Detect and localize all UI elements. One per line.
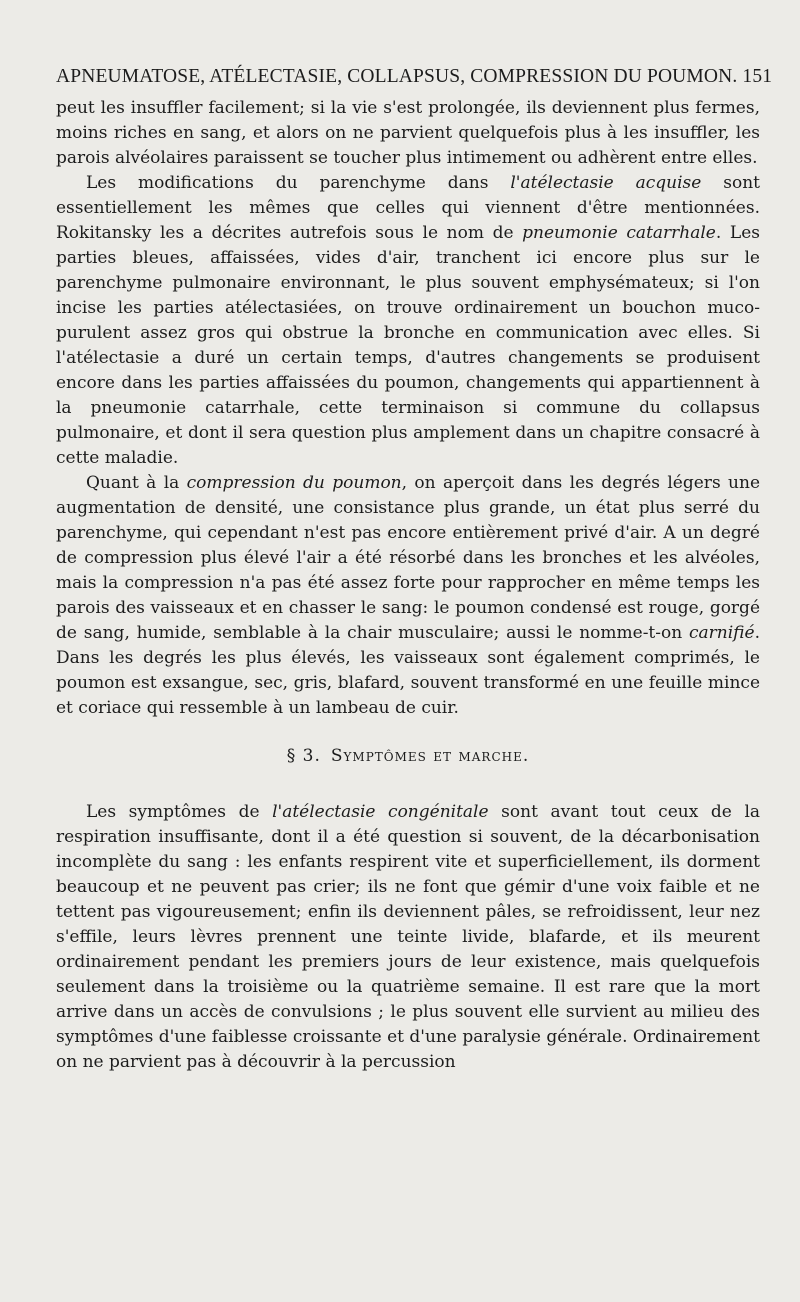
body-text xyxy=(56,96,760,1075)
text-run: . Dans les degrés les plus élevés, les vaisseaux sont également comprimés, le poumon est exsangue, sec, gris, blafard, souvent transformé en une feuille mince et coriace qui ressemble à un lambeau de cuir. xyxy=(56,623,760,718)
text-run: sont avant tout ceux de la respiration insuffisante, dont il a été question si souvent, de la décarbonisation incomplète du sang : les enfants respirent vite et superficiellement, ils dorment beaucoup et ne peuvent pas crier; ils ne font que gémir d'une voix faible et ne tettent pas vigoureusement; enfin ils deviennent pâles, se refroidissent, leur nez s'effile, leurs lèvres prennent une teinte livide, blafarde, et ils meurent ordinairement pendant les premiers jours de leur existence, mais quelquefois seulement dans la troisième ou la quatrième semaine. Il est rare que la mort arrive dans un accès de convulsions ; le plus souvent elle survient au milieu des symptômes d'une faiblesse croissante et d'une paralysie générale. Ordinairement on ne parvient pas à découvrir à la percussion xyxy=(56,802,761,1072)
text-run: Quant à la xyxy=(86,473,187,493)
italic-term: pneumonie catarrhale xyxy=(522,223,716,243)
running-title: APNEUMATOSE, ATÉLECTASIE, COLLAPSUS, COMPRESSION DU POUMON. xyxy=(56,66,738,87)
page-header xyxy=(56,66,773,88)
paragraph-3 xyxy=(56,471,760,721)
italic-term: compression du poumon xyxy=(186,473,402,493)
text-run: sont essentiellement les mêmes que celles qui viennent d'être mentionnées. Rokitansky les a décrites autrefois sous le nom de xyxy=(56,173,760,243)
section-title: Symptômes et marche. xyxy=(330,746,530,766)
text-run: , on aperçoit dans les degrés légers une augmentation de densité, une consistance plus grande, un état plus serré du parenchyme, qui cependant n'est pas encore entièrement privé d'air. A un degré de compression plus élevé l'air a été résorbé dans les bronches et les alvéoles, mais la compression n'a pas été assez forte pour rapprocher en même temps les parois des vaisseaux et en chasser le sang: le poumon condensé est rouge, gorgé de sang, humide, semblable à la chair musculaire; aussi le nomme-t-on xyxy=(56,473,760,643)
text-run: Les modifications du parenchyme dans xyxy=(86,173,511,193)
text-run: Les symptômes de xyxy=(86,802,273,822)
paragraph-2 xyxy=(56,171,760,471)
text-run: peut les insuffler facilement; si la vie s'est prolongée, ils deviennent plus fermes, moins riches en sang, et alors on ne parvient quelquefois plus à les insuffler, les parois alvéolaires paraissent se toucher plus intimement ou adhèrent entre elles. xyxy=(56,98,760,168)
text-run: . Les parties bleues, affaissées, vides d'air, tranchent ici encore plus sur le parenchyme pulmonaire environnant, le plus souvent emphysémateux; si l'on incise les parties atélectasiées, on trouve ordinairement un bouchon muco-purulent assez gros qui obstrue la bronche en communication avec elles. Si l'atélectasie a duré un certain temps, d'autres changements se produisent encore dans les parties affaissées du poumon, changements qui appartiennent à la pneumonie catarrhale, cette terminaison si commune du collapsus pulmonaire, et dont il sera question plus amplement dans un chapitre consacré à cette maladie. xyxy=(56,223,760,468)
paragraph-1 xyxy=(56,96,760,171)
italic-term: carnifié xyxy=(689,623,755,643)
section-heading xyxy=(56,744,760,769)
section-number: § 3. xyxy=(286,746,321,766)
page-number: 151 xyxy=(742,66,773,87)
paragraph-4 xyxy=(56,800,760,1075)
italic-term: l'atélectasie congénitale xyxy=(272,802,489,822)
italic-term: l'atélectasie acquise xyxy=(510,173,702,193)
